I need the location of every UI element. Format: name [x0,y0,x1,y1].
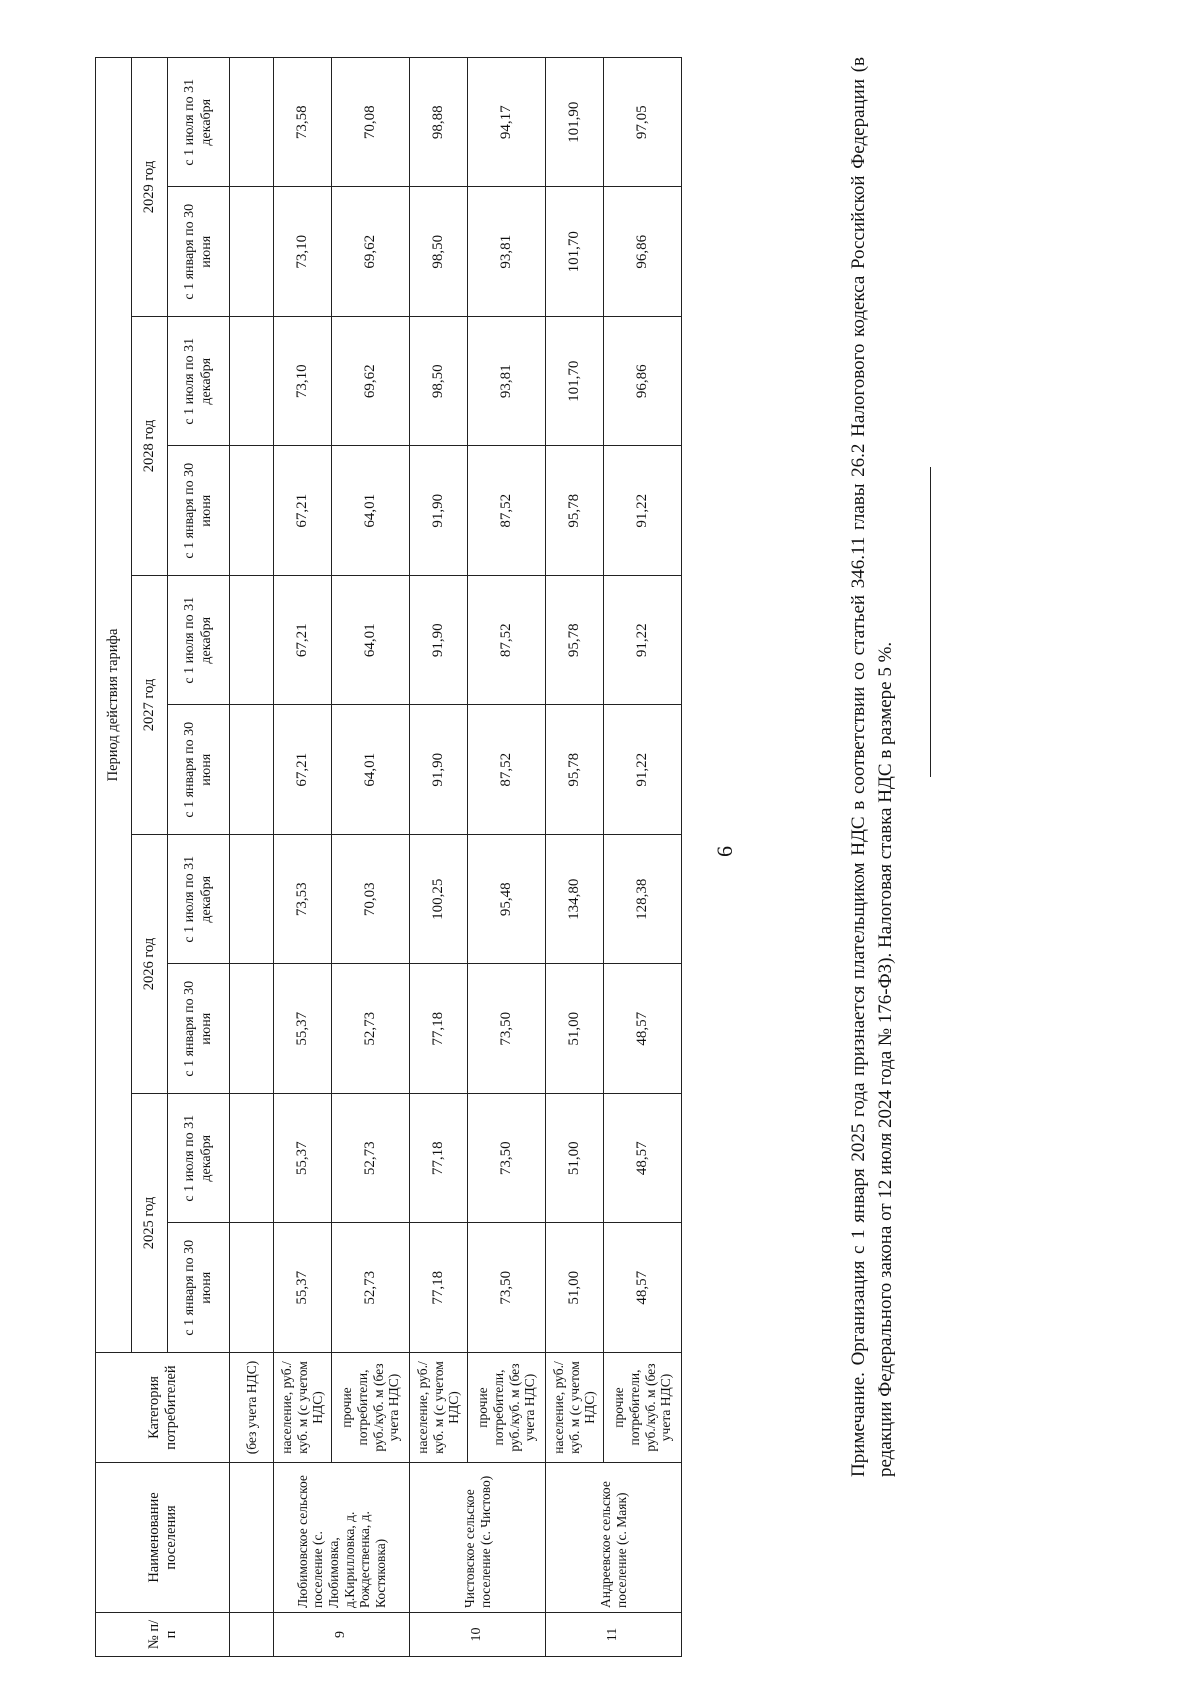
period-second-half: с 1 июля по 31 декабря [168,317,230,447]
tariff-value: 67,21 [274,446,332,576]
category-population: население, руб./ куб. м (с учетом НДС) [410,1353,468,1463]
tariff-value: 48,57 [604,1094,682,1224]
empty-cell [230,1613,274,1657]
tariff-value: 52,73 [332,1223,410,1353]
year-header: 2029 год [132,58,168,317]
tariff-value: 73,50 [468,1094,546,1224]
tariff-value: 77,18 [410,1223,468,1353]
row-number: 11 [546,1613,682,1657]
tariff-value: 70,08 [332,58,410,188]
tariff-value: 55,37 [274,964,332,1094]
tariff-value: 69,62 [332,187,410,317]
header-name: Наименование поселения [96,1463,230,1613]
tariff-value: 48,57 [604,964,682,1094]
tariff-value: 95,48 [468,835,546,965]
tariff-value: 67,21 [274,705,332,835]
tariff-value: 77,18 [410,964,468,1094]
period-first-half: с 1 января по 30 июня [168,705,230,835]
tariff-value: 55,37 [274,1094,332,1224]
tariff-value: 52,73 [332,964,410,1094]
year-header: 2027 год [132,576,168,835]
tariff-value: 96,86 [604,317,682,447]
page-number: 6 [712,846,737,857]
period-second-half: с 1 июля по 31 декабря [168,835,230,965]
settlement-name: Андреевское сельское поселение (с. Маяк) [546,1463,682,1613]
settlement-name: Чистовское сельское поселение (с. Чистово) [410,1463,546,1613]
header-period: Период действия тарифа [96,58,132,1353]
tariff-value: 95,78 [546,705,604,835]
tariff-value: 73,50 [468,964,546,1094]
row-number: 9 [274,1613,410,1657]
continued-category: (без учета НДС) [230,1353,274,1463]
tariff-value: 101,70 [546,317,604,447]
tariff-value: 87,52 [468,576,546,706]
tariff-value: 69,62 [332,317,410,447]
tariff-value: 101,70 [546,187,604,317]
header-num: № п/п [96,1613,230,1657]
tariff-value: 97,05 [604,58,682,188]
tariff-value: 87,52 [468,705,546,835]
period-first-half: с 1 января по 30 июня [168,187,230,317]
tariff-value: 64,01 [332,705,410,835]
tariff-value: 95,78 [546,446,604,576]
tariff-value: 91,90 [410,446,468,576]
settlement-name: Любимовское сельское поселение (с. Любимовка, д.Кирилловка, д. Рождественка, д. Костяковка) [274,1463,410,1613]
tariff-value: 51,00 [546,964,604,1094]
period-second-half: с 1 июля по 31 декабря [168,58,230,188]
tariff-value: 98,88 [410,58,468,188]
table-body [230,58,682,1657]
tariff-value: 73,53 [274,835,332,965]
tariff-value: 94,17 [468,58,546,188]
tariff-value: 91,90 [410,705,468,835]
tariff-value: 64,01 [332,576,410,706]
table-row [274,58,332,1657]
tariff-value: 91,22 [604,446,682,576]
tariff-value: 128,38 [604,835,682,965]
tariff-value: 64,01 [332,446,410,576]
period-first-half: с 1 января по 30 июня [168,1223,230,1353]
tariff-value: 91,22 [604,705,682,835]
tariff-value: 91,22 [604,576,682,706]
tariff-value: 93,81 [468,317,546,447]
tariff-value: 96,86 [604,187,682,317]
empty-cell [230,1463,274,1613]
year-header: 2025 год [132,1094,168,1353]
tariff-value: 101,90 [546,58,604,188]
tariff-value: 51,00 [546,1223,604,1353]
tariff-value: 52,73 [332,1094,410,1224]
tariff-value: 100,25 [410,835,468,965]
tariff-value: 95,78 [546,576,604,706]
tariff-value: 70,03 [332,835,410,965]
period-second-half: с 1 июля по 31 декабря [168,576,230,706]
table-row [546,58,604,1657]
tariff-value: 73,58 [274,58,332,188]
category-population: население, руб./ куб. м (с учетом НДС) [274,1353,332,1463]
year-header: 2028 год [132,317,168,576]
category-other: прочие потребители, руб./куб. м (без учета НДС) [604,1353,682,1463]
tariff-value: 73,50 [468,1223,546,1353]
tariff-value: 67,21 [274,576,332,706]
tariff-value: 91,90 [410,576,468,706]
table-row [410,58,468,1657]
category-other: прочие потребители, руб./куб. м (без учета НДС) [332,1353,410,1463]
period-first-half: с 1 января по 30 июня [168,446,230,576]
tariff-value: 51,00 [546,1094,604,1224]
year-header: 2026 год [132,835,168,1094]
table-row [468,58,546,1657]
tariff-value: 98,50 [410,187,468,317]
header-category: Категория потребителей [96,1353,230,1463]
divider-line [930,467,931,777]
tariff-value: 93,81 [468,187,546,317]
period-first-half: с 1 января по 30 июня [168,964,230,1094]
period-second-half: с 1 июля по 31 декабря [168,1094,230,1224]
tariff-value: 48,57 [604,1223,682,1353]
table-row [604,58,682,1657]
tariff-value: 87,52 [468,446,546,576]
tariff-value: 134,80 [546,835,604,965]
tariff-value: 77,18 [410,1094,468,1224]
tariff-table [95,57,682,1657]
tariff-value: 73,10 [274,187,332,317]
tariff-value: 55,37 [274,1223,332,1353]
category-population: население, руб./ куб. м (с учетом НДС) [546,1353,604,1463]
row-number: 10 [410,1613,546,1657]
tariff-value: 98,50 [410,317,468,447]
table-row [332,58,410,1657]
tariff-value: 73,10 [274,317,332,447]
footnote: Примечание. Организация с 1 января 2025 года признается плательщиком НДС в соответствии со статьей 346.11 главы 26.2 Налогового кодекса Российской Федерации (в редакции Федерального закона от 12 июля 2024 года № 176-ФЗ). Налоговая ставка НДС в размере 5 %. [848,57,896,1477]
category-other: прочие потребители, руб./куб. м (без учета НДС) [468,1353,546,1463]
continuation-row [230,58,274,1657]
